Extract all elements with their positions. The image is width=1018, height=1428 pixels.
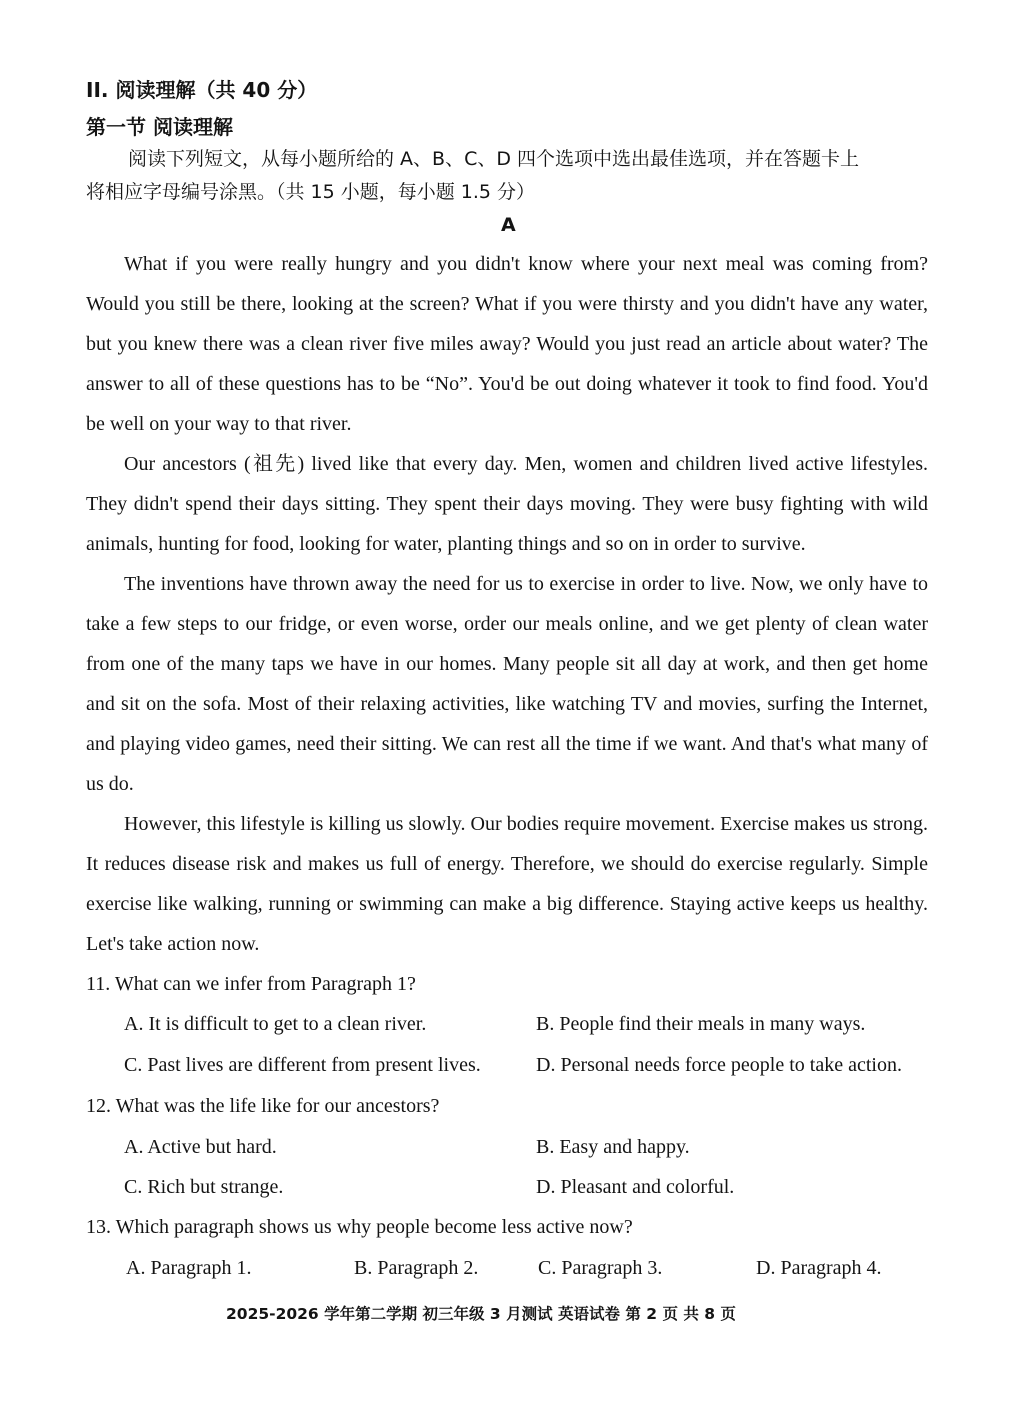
instruction-line-1: 阅读下列短文，从每小题所给的 A、B、C、D 四个选项中选出最佳选项，并在答题卡上 bbox=[128, 148, 860, 170]
question-12-option-c: C. Rich but strange. bbox=[124, 1176, 284, 1198]
question-13-stem: 13. Which paragraph shows us why people become less active now? bbox=[86, 1216, 633, 1238]
question-12-option-a: A. Active but hard. bbox=[124, 1136, 277, 1158]
question-11-option-c: C. Past lives are different from present lives. bbox=[124, 1054, 481, 1076]
question-13-option-b: B. Paragraph 2. bbox=[354, 1257, 479, 1279]
question-13-option-d: D. Paragraph 4. bbox=[756, 1257, 882, 1279]
question-11-option-a: A. It is difficult to get to a clean river. bbox=[124, 1013, 427, 1035]
question-12-option-d: D. Pleasant and colorful. bbox=[536, 1176, 735, 1198]
question-12-stem: 12. What was the life like for our ancestors? bbox=[86, 1095, 440, 1117]
section-subtitle: 第一节 阅读理解 bbox=[86, 115, 233, 139]
question-13-option-a: A. Paragraph 1. bbox=[126, 1257, 252, 1279]
question-11-stem: 11. What can we infer from Paragraph 1? bbox=[86, 973, 416, 995]
question-12-option-b: B. Easy and happy. bbox=[536, 1136, 690, 1158]
passage-paragraph-2: Our ancestors (祖先) lived like that every day. Men, women and children lived active lifestyles. They didn't spend their days sitting. They spent their days moving. They were busy fighting with wild animals, hunting for food, looking for water, planting things and so on in order to survive. bbox=[86, 453, 928, 555]
passage-label: A bbox=[501, 214, 516, 236]
passage-paragraph-3: The inventions have thrown away the need for us to exercise in order to live. Now, we only have to take a few steps to our fridge, or even worse, order our meals online, and we get plenty of clean water from one of the many taps we have in our homes. Many people sit all day at work, and then get home and sit on the sofa. Most of their relaxing activities, like watching TV and movies, surfing the Internet, and playing video games, need their sitting. We can rest all the time if we want. And that's what many of us do. bbox=[86, 573, 928, 795]
question-13-option-c: C. Paragraph 3. bbox=[538, 1257, 663, 1279]
page-footer: 2025-2026 学年第二学期 初三年级 3 月测试 英语试卷 第 2 页 共 8 页 bbox=[226, 1305, 736, 1323]
passage-paragraph-1: What if you were really hungry and you didn't know where your next meal was coming from? Would you still be there, looking at the screen? What if you were thirsty and you didn't have any water, but you knew there was a clean river five miles away? Would you just read an article about water? The answer to all of these questions has to be “No”. You'd be out doing whatever it took to find food. You'd be well on your way to that river. bbox=[86, 253, 928, 435]
instruction-line-2: 将相应字母编号涂黑。（共 15 小题，每小题 1.5 分） bbox=[86, 181, 536, 203]
section-title: II. 阅读理解（共 40 分） bbox=[86, 78, 318, 102]
passage-paragraph-4: However, this lifestyle is killing us slowly. Our bodies require movement. Exercise makes us strong. It reduces disease risk and makes us full of energy. Therefore, we should do exercise regularly. Simple exercise like walking, running or swimming can make a big difference. Staying active keeps us healthy. Let's take action now. bbox=[86, 813, 928, 955]
question-11-option-b: B. People find their meals in many ways. bbox=[536, 1013, 866, 1035]
question-11-option-d: D. Personal needs force people to take action. bbox=[536, 1054, 902, 1076]
